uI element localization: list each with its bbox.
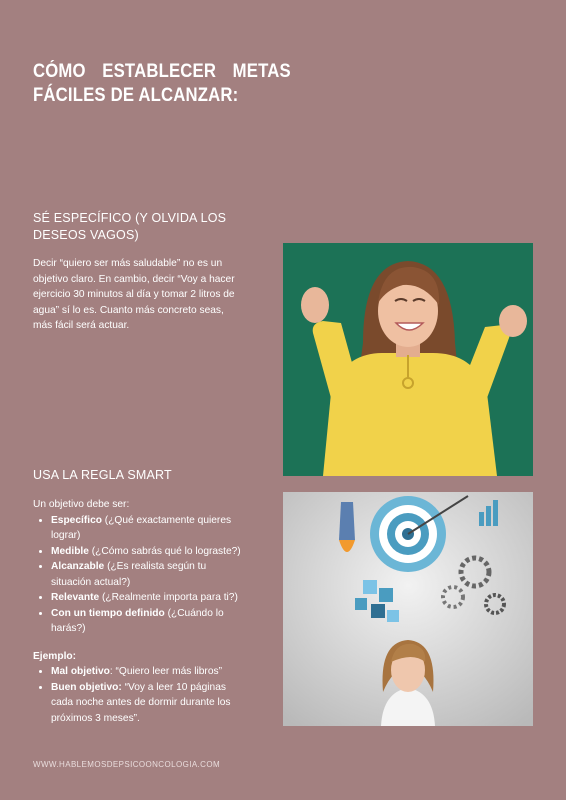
smart-list: [33, 513, 245, 637]
example-label: [33, 649, 245, 665]
example-label-text: Ejemplo:: [33, 650, 77, 662]
happy-woman-photo: [283, 243, 533, 476]
section-heading-line: DESEOS VAGOS): [33, 228, 139, 242]
list-item-text: : “Quiero leer más libros”: [109, 666, 222, 677]
list-item-bold: Mal objetivo: [51, 666, 110, 677]
list-item-bold: Relevante: [51, 592, 100, 603]
happy-woman-illustration: [283, 243, 533, 476]
list-item-text: (¿Realmente importa para ti?): [99, 592, 238, 603]
list-item-text: (¿Cuándo lo harás?): [51, 607, 224, 634]
title-line-2: FÁCILES DE ALCANZAR:: [33, 85, 239, 106]
section-heading-smart: USA LA REGLA SMART: [33, 468, 172, 482]
target-goals-photo: [283, 492, 533, 726]
title-word-3: METAS: [232, 61, 291, 82]
list-item-bold: Con un tiempo definido: [51, 607, 165, 619]
list-item: [51, 680, 245, 727]
list-item-bold: Específico: [51, 514, 102, 526]
list-item-text: (¿Es realista según tu situación actual?): [51, 561, 207, 588]
list-item-bold: Buen objetivo:: [51, 681, 122, 693]
example-list: [33, 664, 245, 726]
list-item: [51, 590, 245, 606]
smart-intro: Un objetivo debe ser:: [33, 499, 130, 510]
list-item-text: (¿Cómo sabrás qué lo lograste?): [88, 545, 241, 557]
title-word-2: ESTABLECER: [102, 61, 217, 82]
list-item: [51, 664, 245, 680]
list-item: [51, 513, 245, 544]
section-body-specific: Decir “quiero ser más saludable” no es un objetivo claro. En cambio, decir “Voy a hacer ejercicio 30 minutos al día y tomar 2 litros de agua” sí lo es. Cuanto más concreto seas, más fácil será actuar.: [33, 258, 235, 331]
title-word-1: CÓMO: [33, 61, 86, 82]
target-goals-illustration: [283, 492, 533, 726]
section-body-smart: [33, 497, 245, 726]
list-item-bold: Medible: [51, 545, 89, 557]
list-item-text: (¿Qué exactamente quieres lograr): [51, 514, 232, 541]
list-item: [51, 544, 245, 560]
list-item-text: “Voy a leer 10 páginas cada noche antes de dormir durante los próximos 3 meses”.: [51, 681, 231, 724]
footer-url: WWW.HABLEMOSDEPSICOONCOLOGIA.COM: [33, 760, 221, 769]
list-item: [51, 559, 245, 590]
list-item: [51, 606, 245, 637]
section-heading-line: SÉ ESPECÍFICO (Y OLVIDA LOS: [33, 211, 227, 225]
page-title: [33, 60, 291, 108]
section-heading-specific: [33, 210, 226, 244]
list-item-bold: Alcanzable: [51, 561, 105, 572]
